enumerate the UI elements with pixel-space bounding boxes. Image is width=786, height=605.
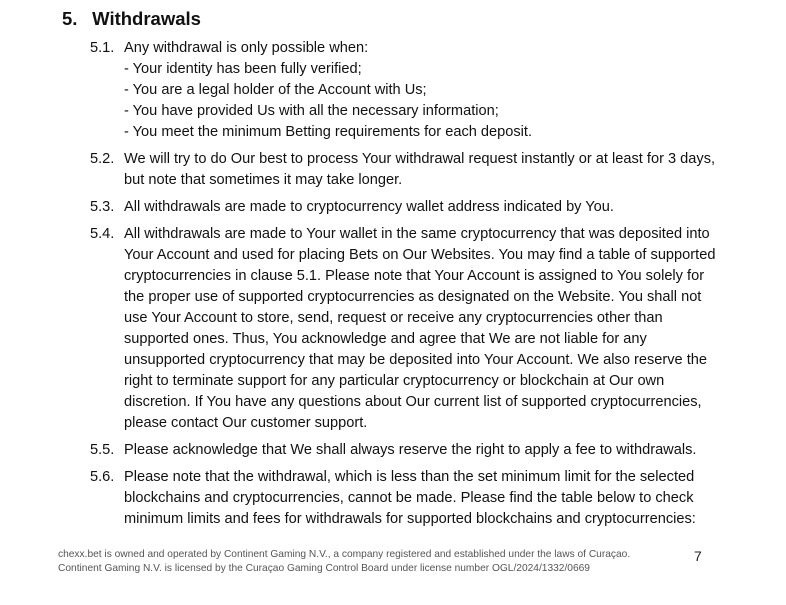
clause-text-line: discretion. If You have any questions about Our current list of supported cryptocurrencies, <box>124 394 702 410</box>
clause-number: 5.3. <box>90 199 115 215</box>
clause-text-line: minimum limits and fees for withdrawals for supported blockchains and cryptocurrencies: <box>124 511 696 527</box>
clause-text-line: Your Account and used for placing Bets on Our Websites. You may find a table of supported <box>124 247 716 263</box>
clause-text-line: Please acknowledge that We shall always reserve the right to apply a fee to withdrawals. <box>124 442 697 458</box>
clause-text-line: Any withdrawal is only possible when: <box>124 40 369 56</box>
clause-text-line: please contact Our customer support. <box>124 415 368 431</box>
clause-text-line: supported ones. Thus, You acknowledge and agree that We are not liable for any <box>124 331 647 347</box>
clause-text-line: All withdrawals are made to Your wallet in the same cryptocurrency that was deposited into <box>124 226 710 242</box>
clause-text-line: right to terminate support for any particular cryptocurrency or blockchain at Our own <box>124 373 665 389</box>
clause-number: 5.5. <box>90 442 115 458</box>
clause <box>90 38 750 143</box>
clause-list <box>90 38 750 536</box>
clause-number: 5.4. <box>90 226 115 242</box>
section-number: 5. <box>62 8 78 29</box>
footer-license-line: Continent Gaming N.V. is licensed by the Curaçao Gaming Control Board under license number OGL/2024/1332/0669 <box>58 563 590 574</box>
clause-text-line: the proper use of supported cryptocurrencies as designated on the Website. You shall not <box>124 289 702 305</box>
clause-text-line: unsupported cryptocurrency that may be deposited into Your Account. We also reserve the <box>124 352 708 368</box>
section-heading <box>62 8 201 30</box>
clause-text-line: We will try to do Our best to process Your withdrawal request instantly or at least for 3 days, <box>124 151 716 167</box>
clause <box>90 224 750 434</box>
clause-number: 5.1. <box>90 40 115 56</box>
clause <box>90 467 750 530</box>
clause-text-line: use Your Account to store, send, request or receive any cryptocurrencies other than <box>124 310 663 326</box>
footer-ownership-line: chexx.bet is owned and operated by Continent Gaming N.V., a company registered and established under the laws of Curaçao. <box>58 549 631 560</box>
clause-text-line: - You meet the minimum Betting requirements for each deposit. <box>124 124 533 140</box>
clause-text-line: All withdrawals are made to cryptocurrency wallet address indicated by You. <box>124 199 614 215</box>
clause-text-line: - Your identity has been fully verified; <box>124 61 362 77</box>
clause-text-line: blockchains and cryptocurrencies, cannot be made. Please find the table below to check <box>124 490 694 506</box>
clause-text-line: cryptocurrencies in clause 5.1. Please note that Your Account is assigned to You solely for <box>124 268 705 284</box>
clause <box>90 440 750 461</box>
page-footer <box>58 548 630 576</box>
clause-text-line: - You have provided Us with all the necessary information; <box>124 103 499 119</box>
section-title: Withdrawals <box>92 8 201 29</box>
clause-number: 5.6. <box>90 469 115 485</box>
clause <box>90 149 750 191</box>
clause-number: 5.2. <box>90 151 115 167</box>
page-number: 7 <box>694 548 702 564</box>
clause-text-line: - You are a legal holder of the Account with Us; <box>124 82 427 98</box>
clause-text-line: Please note that the withdrawal, which is less than the set minimum limit for the selected <box>124 469 695 485</box>
clause-text-line: but note that sometimes it may take longer. <box>124 172 403 188</box>
clause <box>90 197 750 218</box>
